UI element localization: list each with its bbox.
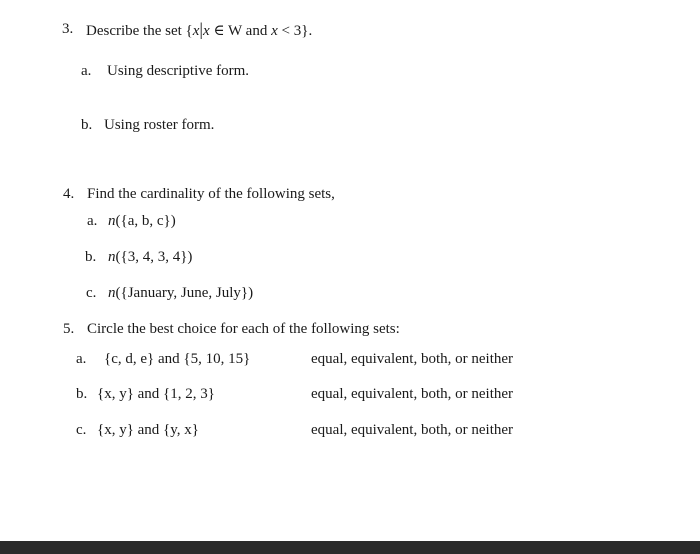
q4b-fn: n bbox=[108, 249, 116, 265]
q4b-expr bbox=[108, 248, 192, 266]
q5c-label: c. bbox=[76, 422, 87, 438]
q5b-choices: equal, equivalent, both, or neither bbox=[311, 386, 514, 402]
q3a-text: Using descriptive form. bbox=[107, 63, 250, 79]
q4-number: 4. bbox=[63, 186, 75, 202]
q3b-label: b. bbox=[81, 117, 93, 133]
q4c-label: c. bbox=[86, 285, 97, 301]
q3a-label: a. bbox=[81, 63, 92, 79]
q4c-set: ({January, June, July}) bbox=[115, 285, 254, 301]
bottom-bar bbox=[0, 541, 700, 554]
q4c-fn: n bbox=[108, 285, 116, 301]
q3-var3: x bbox=[271, 23, 278, 39]
q4a-expr bbox=[108, 212, 176, 230]
q3-period: . bbox=[308, 23, 313, 39]
q5b-sets: {x, y} and {1, 2, 3} bbox=[97, 386, 215, 402]
q5a-choices: equal, equivalent, both, or neither bbox=[311, 351, 514, 367]
q3-bar: | bbox=[199, 19, 204, 39]
q4-text: Find the cardinality of the following sets, bbox=[87, 186, 335, 202]
q3b-text: Using roster form. bbox=[104, 117, 215, 133]
q4a-label: a. bbox=[87, 213, 98, 229]
q5a-sets: {c, d, e} and {5, 10, 15} bbox=[104, 351, 251, 367]
q5-text: Circle the best choice for each of the following sets: bbox=[87, 321, 400, 337]
q3-number: 3. bbox=[62, 21, 74, 37]
q5-number: 5. bbox=[63, 321, 75, 337]
q3-set-open: { bbox=[185, 23, 193, 39]
q4a-set: ({a, b, c}) bbox=[115, 213, 176, 229]
q4c-expr bbox=[108, 284, 253, 302]
q3-cond2: < 3} bbox=[277, 23, 309, 39]
q3-prefix: Describe the set bbox=[86, 23, 186, 39]
q3-var1: x bbox=[192, 23, 200, 39]
q5c-sets: {x, y} and {y, x} bbox=[97, 422, 199, 438]
q4b-label: b. bbox=[85, 249, 97, 265]
q5c-choices: equal, equivalent, both, or neither bbox=[311, 422, 514, 438]
q3-var2: x bbox=[203, 23, 210, 39]
q5a-label: a. bbox=[76, 351, 87, 367]
q5b-label: b. bbox=[76, 386, 88, 402]
q4b-set: ({3, 4, 3, 4}) bbox=[115, 249, 193, 265]
q3-cond1: ∈ W and bbox=[209, 23, 272, 39]
q3-prompt bbox=[86, 20, 312, 40]
q4a-fn: n bbox=[108, 213, 116, 229]
